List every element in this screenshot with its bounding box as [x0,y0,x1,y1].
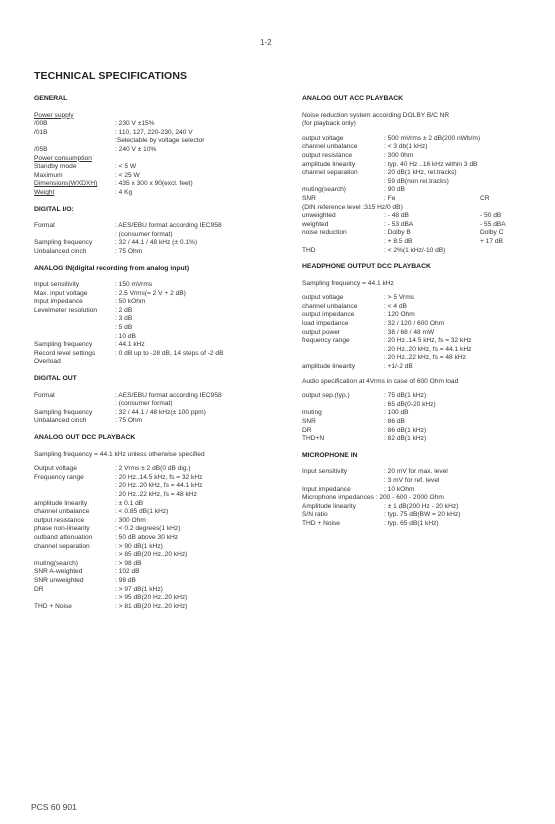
table-cell: + 17 dB [480,237,503,245]
spec-value: : < 4 dB [384,302,407,310]
spec-row [34,163,289,172]
headphone-note: Audio specification at 4Vrms in case of 600 Ohm load [302,377,459,385]
spec-row [34,508,289,517]
spec-label: /05B [34,145,48,153]
section-heading-microphone: MICROPHONE IN [302,451,358,459]
page-number: 1-2 [260,38,272,47]
spec-label [34,491,115,500]
spec-label: channel separation [302,169,358,177]
section-analog-out-dcc [34,465,289,611]
section-heading-headphone: HEADPHONE OUTPUT DCC PLAYBACK [302,263,431,271]
spec-label: muting(search) [302,186,346,194]
spec-row [302,486,542,495]
spec-row [302,294,542,303]
spec-row [34,155,289,164]
spec-value: : > 97 dB(1 kHz) [115,585,163,593]
spec-value: : > 81 dB(20 Hz..20 kHz) [115,602,188,610]
spec-row [34,180,289,189]
spec-value: : ± 0.1 dB [115,499,144,507]
spec-row [302,468,542,477]
spec-row [302,161,542,170]
spec-label [302,401,384,410]
spec-label: Levelmeter resolution [34,306,98,314]
spec-row [34,465,289,474]
section-headphone [302,294,542,371]
spec-label: output impedance [302,311,355,319]
spec-row [302,354,542,363]
spec-label: Standby mode [34,163,77,171]
spec-label: THD + Noise [34,602,72,610]
spec-value: : 20 Hz..22 kHz, fs = 48 kHz [384,354,466,362]
table-cell: : - 53 dBA [384,220,414,228]
spec-value: : 3 mV for ref. level [384,476,440,484]
spec-row [34,239,289,248]
spec-label: output sep.(typ.) [302,392,350,400]
section-analog-out-acc [302,135,542,195]
spec-label: THD+N [302,435,325,443]
spec-value: : 86 dB [384,418,405,425]
spec-row [34,231,289,240]
spec-value: : 10 dB [115,332,136,340]
spec-row [34,146,289,155]
table-row [302,238,542,247]
section-heading-analog-in: ANALOG IN(digital recording from analog input) [34,264,190,272]
spec-value: : > 85 dB(20 Hz..20 kHz) [115,551,188,559]
spec-row [34,333,289,342]
spec-value: : 32 / 44.1 / 48 kHz (± 0.1%) [115,239,198,247]
spec-row [34,341,289,350]
spec-label [34,594,115,603]
spec-label: Unbalanced cinch [34,247,87,255]
spec-row [302,409,542,418]
spec-value: : 5 dB [115,324,133,332]
spec-label: output resistance [302,151,353,159]
left-column [34,95,289,611]
spec-value: : > 95 dB(20 Hz..20 kHz) [115,594,188,602]
spec-label: Sampling frequency [34,408,93,416]
spec-label [34,231,115,240]
spec-value: : 32 / 44.1 / 48 kHz(± 100 ppm) [115,408,206,416]
spec-value: : 65 dB(0-20 kHz) [384,400,436,408]
spec-row [34,551,289,560]
spec-row [34,222,289,231]
acc-thd-row [302,247,542,256]
spec-row [34,568,289,577]
spec-row [302,311,542,320]
spec-row [34,120,289,129]
spec-row [302,337,542,346]
spec-row [302,135,542,144]
spec-value: : 90 dB [384,186,405,194]
spec-label: Unbalanced cinch [34,417,87,425]
spec-row [34,500,289,509]
spec-label: output voltage [302,294,344,302]
spec-value: : 10 kOhm [384,485,415,493]
spec-label: output voltage [302,134,344,142]
spec-row [34,586,289,595]
spec-label: Input sensitivity [34,281,80,289]
spec-value: : 3 dB [115,315,133,323]
acc-thd-label: THD [302,246,316,254]
spec-label: channel separation [34,542,90,550]
spec-label [34,400,115,409]
spec-value: : 44.1 kHz [115,341,145,349]
spec-label: Record level settings [34,349,96,357]
section-heading-digital-io: DIGITAL I/O: [34,205,74,213]
spec-row [34,189,289,198]
acc-snr-fe: : Fe [384,194,396,202]
spec-value: : 300 Ohm [115,516,146,524]
section-heading-analog-out-acc: ANALOG OUT ACC PLAYBACK [302,95,404,102]
spec-row [34,350,289,359]
spec-label: Power supply [34,111,74,119]
spec-label: channel unbalance [34,508,90,516]
spec-row [34,298,289,307]
section-digital-io [34,222,289,256]
microphone-impedances: Microphone impedances : 200 - 600 - 2000 Ohm [302,494,444,502]
spec-label: amplitude linearity [302,160,356,168]
spec-row [34,543,289,552]
table-cell: noise reduction [302,229,347,237]
spec-label: Sampling frequency [34,239,93,247]
spec-value: : < 0.85 dB(1 kHz) [115,508,169,516]
spec-row [34,525,289,534]
analog-out-dcc-intro: Sampling frequency = 44.1 kHz unless otherwise specified [34,450,205,458]
spec-row [34,307,289,316]
table-cell: weighted [302,220,329,228]
spec-label: Frequency range [34,473,84,481]
spec-value: : < 25 W [115,171,140,179]
spec-value: : > 5 Vrms [384,294,414,302]
spec-row [34,290,289,299]
section-heading-analog-out-dcc: ANALOG OUT DCC PLAYBACK [34,434,136,441]
spec-value: : 4 Kg [115,188,133,196]
spec-label: muting(search) [34,559,78,567]
spec-value: : > 90 dB(1 kHz) [115,542,163,550]
section-general [34,112,289,198]
spec-value: : 50 dB above 30 kHz [115,533,179,541]
spec-value: : 82 dB(1 kHz) [384,435,427,443]
spec-value: : typ. 65 dB(1 kHz) [384,519,439,527]
spec-row [302,503,542,512]
spec-row [34,392,289,401]
acc-thd-value: : < 2%(1 kHz/-10 dB) [384,246,446,254]
table-cell: unweighted [302,212,336,220]
spec-label: S/N ratio [302,511,328,519]
spec-value: : 2.5 Vrms(= 2 V + 2 dB) [115,289,186,297]
spec-value: : 2 dB [115,306,133,314]
spec-value: : 0 dB up to -28 dB, 14 steps of -2 dB [115,349,224,357]
spec-label: channel unbalance [302,143,358,151]
spec-label [34,324,115,333]
spec-label [34,482,115,491]
spec-label: THD + Noise [302,519,340,527]
spec-value: : 102 dB [115,568,140,576]
spec-row [302,303,542,312]
spec-label [34,137,115,146]
spec-label [34,333,115,342]
spec-row [302,329,542,338]
spec-value: : 500 mVrms ± 2 dB(200 nWb/m) [384,134,481,142]
spec-row [302,418,542,427]
section-digital-out [34,392,289,426]
acc-intro-line-2: (for playback only) [302,120,356,128]
spec-row [302,392,542,401]
spec-label: SNR [302,418,316,425]
spec-row [302,320,542,329]
acc-snr-table [302,212,542,246]
spec-row [302,401,542,410]
page-title: TECHNICAL SPECIFICATIONS [34,70,188,82]
spec-label: load impedance [302,320,349,328]
spec-label: Weight [34,188,55,196]
spec-value: : AES/EBU format according IEC958 [115,222,222,230]
spec-label: DR [34,585,44,593]
spec-label [302,178,384,187]
spec-row [302,520,542,529]
spec-row [34,517,289,526]
table-cell: : + 8.5 dB [384,237,413,245]
spec-label: Input impedance [302,485,351,493]
acc-snr-row [302,195,542,204]
spec-label: Dimensions(WXDXH) [34,180,98,188]
spec-value: : 120 Ohm [384,311,415,319]
section-headphone-2 [302,392,542,444]
spec-value: : 20 Hz..14.5 kHz, fs = 32 kHz [115,473,203,481]
right-column [302,95,542,529]
spec-value: : > 98 dB [115,559,142,567]
spec-row [302,477,542,486]
spec-value: : 300 0hm [384,151,414,159]
section-heading-general: GENERAL [34,95,68,102]
spec-value: : 75 dB(1 kHz) [384,392,427,400]
spec-value: : (consumer format) [115,230,173,238]
acc-snr-cr: CR [480,194,490,202]
spec-value: : +1/-2 dB [384,363,413,371]
spec-value: : 32 / 120 / 600 Ohm [384,320,445,328]
spec-label: output resistance [34,516,85,524]
spec-value: : typ. 75 dB(BW = 20 kHz) [384,511,461,519]
spec-value: : 98 dB [115,576,136,584]
spec-value: : < 0.2 degrees(1 kHz) [115,525,181,533]
table-cell: - 50 dB [480,212,502,220]
spec-row [302,435,542,444]
spec-row [34,577,289,586]
spec-value: : 50 kOhm [115,298,146,306]
spec-label: Output voltage [34,465,77,473]
spec-label: Maximum [34,171,63,179]
spec-label: channel unbalance [302,302,358,310]
spec-row [302,363,542,372]
section-microphone-2 [302,503,542,529]
spec-row [34,534,289,543]
spec-label: phase non-linearity [34,525,90,533]
spec-row [34,603,289,612]
spec-row [34,172,289,181]
spec-value: : (consumer format) [115,400,173,408]
spec-label [34,551,115,560]
spec-row [302,152,542,161]
acc-snr-label: SNR [302,194,316,202]
document-code: PCS 60 901 [31,802,77,812]
spec-value: : 20 Hz..20 kHz, fs = 44.1 kHz [384,345,472,353]
spec-row [34,491,289,500]
spec-value: : 86 dB(1 kHz) [384,426,427,434]
spec-row [302,427,542,436]
spec-label: /01B [34,128,48,136]
section-microphone [302,468,542,494]
spec-value: : 435 x 300 x 90(excl. feet) [115,180,193,188]
spec-label: Overload [34,358,61,366]
acc-din-line: (DIN reference level :315 Hz/0 dB) [302,203,403,211]
spec-label: Format [34,222,55,230]
headphone-intro: Sampling frequency = 44.1 kHz [302,279,394,287]
spec-row [34,474,289,483]
table-cell: : - 48 dB [384,212,409,220]
spec-value: : ± 1 dB(200 Hz - 20 kHz) [384,502,459,510]
spec-value: : < 3 db(1 kHz) [384,143,428,151]
spec-label: muting [302,409,322,417]
spec-label: SNR unweighted [34,576,84,584]
spec-label: outband attenuation [34,533,93,541]
spec-value: : typ. 40 Hz ..16 kHz within 3 dB [384,160,478,168]
spec-row [34,129,289,138]
section-heading-digital-out: DIGITAL OUT [34,375,77,383]
spec-row [34,417,289,426]
spec-label: amplitude linearity [34,499,88,507]
spec-row [34,409,289,418]
table-cell: - 55 dBA [480,220,506,228]
spec-value: : 2 Vrms ± 2 dB(0 dB dig.) [115,465,191,473]
table-cell: : Dolby B [384,229,411,237]
spec-row [302,143,542,152]
table-row [302,212,542,221]
spec-value: : 59 dB(non rel.tracks) [384,177,449,185]
spec-value: : 75 Ohm [115,417,143,425]
spec-value: : 20 mV for max. level [384,468,448,476]
spec-label: SNR A-weighted [34,568,83,576]
spec-label [302,477,384,486]
spec-label: Max. input voltage [34,289,88,297]
spec-value: : 20 Hz..14.5 kHz, fs = 32 kHz [384,337,472,345]
spec-value: : 75 Ohm [115,247,143,255]
spec-value: : 100 dB [384,409,409,417]
spec-label: Format [34,391,55,399]
spec-value: : 20 Hz..20 kHz, fs = 44.1 kHz [115,482,203,490]
spec-row [34,400,289,409]
spec-row [302,169,542,178]
spec-row [34,281,289,290]
spec-row [34,358,289,367]
spec-value: : 20 dB(1 kHz, rel.tracks) [384,169,457,177]
table-cell: Dolby C [480,229,504,237]
spec-row [302,186,542,195]
spec-value: : 230 V ±15% [115,120,155,128]
spec-label: Amplitude linearity [302,502,356,510]
spec-row [34,315,289,324]
spec-row [302,346,542,355]
spec-label: /00B [34,120,48,128]
spec-row [302,178,542,187]
spec-value: : 150 mVrms [115,281,153,289]
spec-row [34,482,289,491]
spec-label: Sampling frequency [34,341,93,349]
spec-label: DR [302,426,312,434]
spec-row [34,560,289,569]
spec-label: amplitude linearity [302,363,356,371]
acc-intro-line-1: Noise reduction system according DOLBY B/C NR [302,111,450,119]
table-cell [302,238,384,247]
spec-value: : AES/EBU format according IEC958 [115,391,222,399]
spec-value: : < 5 W [115,163,137,171]
spec-label: Power consumption [34,154,92,162]
spec-row [34,324,289,333]
spec-row [34,112,289,121]
table-row [302,229,542,238]
spec-row [34,137,289,146]
spec-row [34,248,289,257]
spec-value: : 110, 127, 220-230, 240 V [115,128,193,136]
spec-label [34,315,115,324]
section-analog-in [34,281,289,367]
spec-value: :Selectable by voltage selector [115,137,205,145]
spec-value: : 240 V ± 10% [115,145,157,153]
spec-row [302,511,542,520]
spec-label: Input sensitivity [302,468,348,476]
spec-label [302,346,384,355]
spec-value: : 38 / 68 / 48 mW [384,328,435,336]
spec-label: Input impedance [34,298,83,306]
spec-value: : 20 Hz..22 kHz, fs = 48 kHz [115,490,197,498]
table-row [302,221,542,230]
spec-label: frequency range [302,337,350,345]
spec-label: output power [302,328,341,336]
spec-row [34,594,289,603]
spec-label [302,354,384,363]
